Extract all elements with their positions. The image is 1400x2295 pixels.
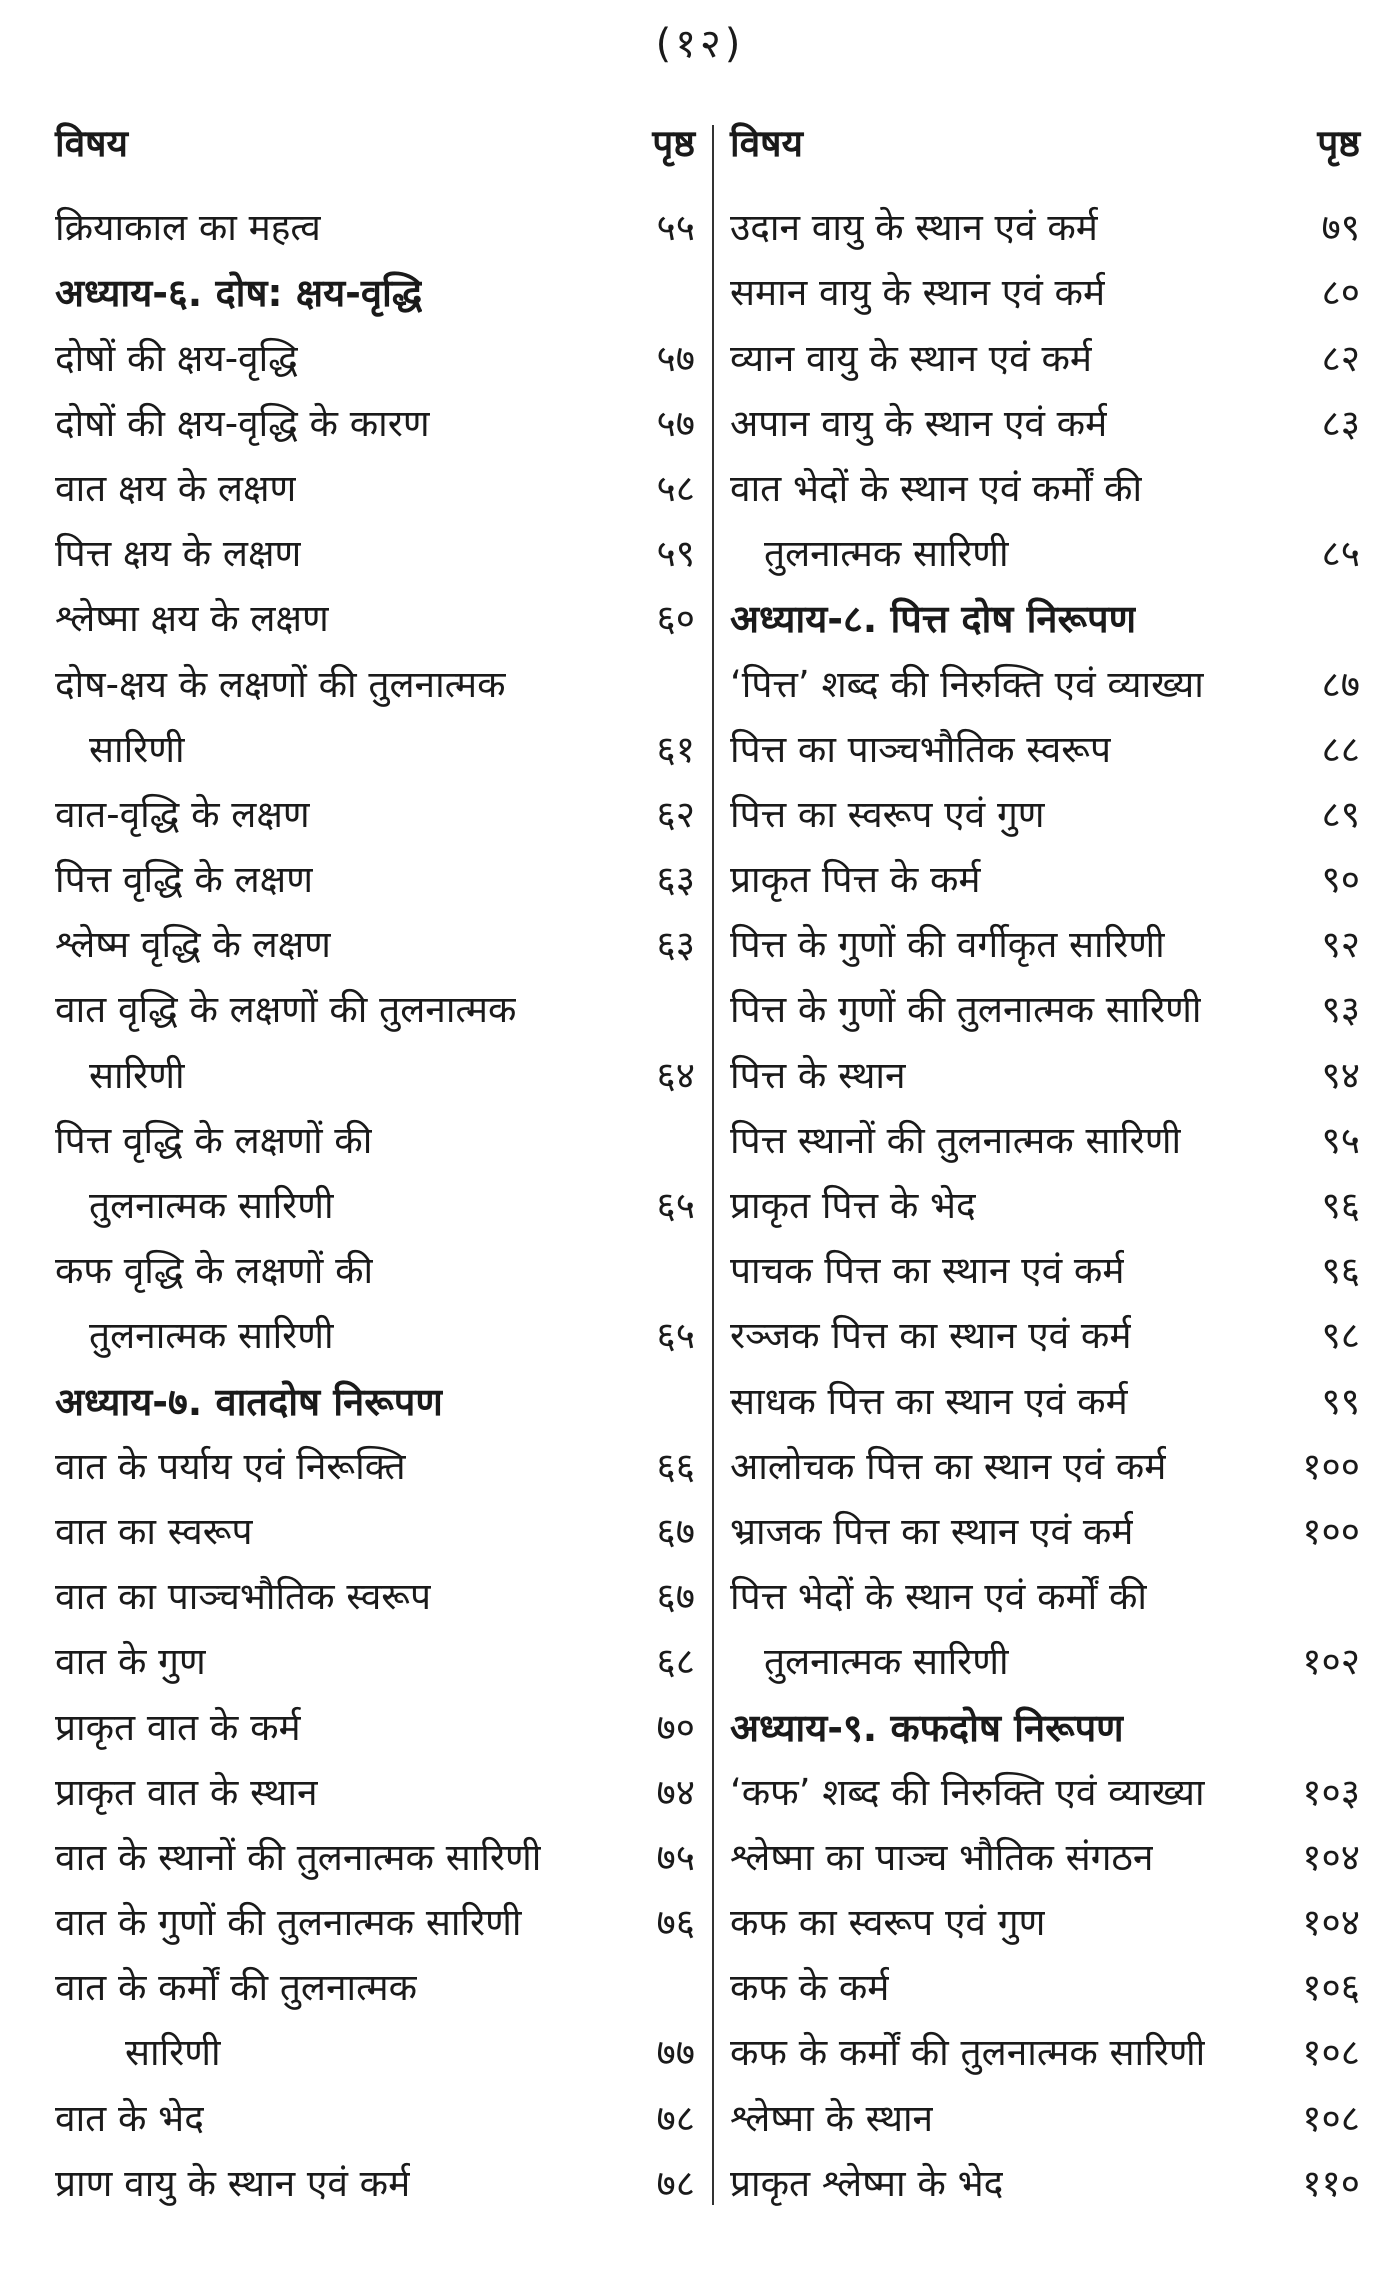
chapter-heading [55, 259, 695, 324]
toc-entry [730, 194, 1360, 259]
entry-page-number: १०६ [1302, 1966, 1360, 2010]
toc-entry [730, 846, 1360, 911]
toc-right-entries [730, 194, 1360, 2215]
entry-title: अध्याय-८. पित्त दोष निरूपण [730, 597, 1137, 642]
toc-entry [55, 1628, 695, 1693]
toc-entry [55, 781, 695, 846]
entry-title: श्लेष्म वृद्धि के लक्षण [55, 923, 331, 967]
toc-entry [730, 1498, 1360, 1563]
entry-title: व्यान वायु के स्थान एवं कर्म [730, 336, 1093, 380]
entry-title: श्लेष्मा क्षय के लक्षण [55, 597, 329, 641]
entry-title: प्राकृत श्लेष्मा के भेद [730, 2161, 1004, 2205]
entry-page-number: १०० [1302, 1509, 1360, 1553]
entry-page-number: ७८ [656, 2096, 695, 2140]
entry-page-number: ८७ [1321, 662, 1360, 706]
toc-right-column [730, 116, 1360, 2215]
entry-page-number: १०८ [1302, 2096, 1360, 2140]
entry-title: प्राकृत पित्त के भेद [730, 1184, 976, 1227]
entry-page-number: ६३ [656, 923, 695, 967]
toc-header-right [730, 116, 1360, 194]
entry-title: उदान वायु के स्थान एवं कर्म [730, 206, 1098, 250]
entry-title: साधक पित्त का स्थान एवं कर्म [730, 1379, 1128, 1423]
entry-page-number: ६१ [656, 727, 695, 771]
entry-page-number: ८८ [1321, 727, 1360, 771]
toc-entry [730, 1107, 1360, 1172]
toc-entry [55, 846, 695, 911]
entry-title: तुलनात्मक सारिणी [89, 1184, 334, 1227]
entry-title: वात वृद्धि के लक्षणों की तुलनात्मक [55, 988, 517, 1032]
entry-page-number: ५५ [656, 206, 695, 250]
entry-title: पित्त के गुणों की तुलनात्मक सारिणी [730, 988, 1202, 1032]
page-number: (१२) [655, 21, 745, 67]
entry-title: कफ का स्वरूप एवं गुण [730, 1901, 1046, 1945]
toc-entry [730, 781, 1360, 846]
toc-left-column [55, 116, 695, 2215]
entry-page-number: ८९ [1321, 792, 1360, 836]
entry-page-number: १०८ [1302, 2031, 1360, 2075]
toc-header-left [55, 116, 695, 194]
entry-title: वात का पाञ्चभौतिक स्वरूप [55, 1575, 432, 1619]
entry-page-number: ९८ [1321, 1314, 1360, 1358]
toc-entry [730, 1367, 1360, 1432]
toc-entry [55, 455, 695, 520]
toc-entry [55, 976, 695, 1041]
entry-page-number: ८० [1321, 271, 1360, 315]
entry-title: तुलनात्मक सारिणी [89, 1314, 334, 1358]
toc-entry [730, 2019, 1360, 2084]
entry-page-number: ६४ [656, 1053, 695, 1097]
entry-page-number: ९२ [1321, 923, 1360, 967]
entry-page-number: ७७ [656, 2031, 695, 2075]
entry-page-number: ९३ [1321, 988, 1360, 1032]
toc-entry [730, 2084, 1360, 2149]
toc-entry [730, 259, 1360, 324]
entry-title: वात के स्थानों की तुलनात्मक सारिणी [55, 1835, 542, 1879]
toc-entry [730, 390, 1360, 455]
entry-page-number: ५९ [656, 532, 695, 576]
entry-title: अध्याय-९. कफदोष निरूपण [730, 1705, 1124, 1750]
entry-title: वात के गुण [55, 1640, 206, 1684]
toc-entry [55, 716, 695, 781]
entry-title: दोषों की क्षय-वृद्धि [55, 336, 298, 380]
entry-page-number: ९४ [1321, 1053, 1360, 1097]
entry-page-number: ५८ [656, 466, 695, 510]
toc-entry [730, 2150, 1360, 2215]
toc-entry [55, 324, 695, 389]
entry-page-number: १०४ [1302, 1835, 1360, 1879]
toc-entry [55, 1172, 695, 1237]
toc-entry [55, 911, 695, 976]
entry-title: सारिणी [125, 2031, 221, 2075]
entry-page-number: १०४ [1302, 1901, 1360, 1945]
toc-entry [55, 1107, 695, 1172]
entry-title: वात-वृद्धि के लक्षण [55, 792, 310, 836]
entry-page-number: ७८ [656, 2161, 695, 2205]
header-subject: विषय [55, 122, 129, 165]
toc-entry [730, 976, 1360, 1041]
entry-title: वात क्षय के लक्षण [55, 466, 297, 510]
entry-title: पाचक पित्त का स्थान एवं कर्म [730, 1249, 1125, 1293]
header-subject: विषय [730, 122, 804, 165]
toc-entry [730, 1172, 1360, 1237]
entry-title: वात का स्वरूप [55, 1509, 253, 1553]
entry-title: पित्त स्थानों की तुलनात्मक सारिणी [730, 1118, 1182, 1162]
entry-title: प्राकृत वात के स्थान [55, 1770, 318, 1814]
entry-title: रञ्जक पित्त का स्थान एवं कर्म [730, 1314, 1132, 1358]
entry-title: श्लेष्मा का पाञ्च भौतिक संगठन [730, 1835, 1154, 1879]
toc-entry [55, 2084, 695, 2149]
entry-page-number: ६५ [656, 1184, 695, 1227]
chapter-heading [730, 1693, 1360, 1758]
entry-title: ‘कफ’ शब्द की निरुक्ति एवं व्याख्या [730, 1770, 1205, 1814]
entry-title: पित्त का पाञ्चभौतिक स्वरूप [730, 727, 1111, 771]
entry-title: प्राण वायु के स्थान एवं कर्म [55, 2161, 411, 2205]
entry-page-number: ९९ [1321, 1379, 1360, 1423]
toc-entry [730, 911, 1360, 976]
toc-entry [55, 585, 695, 650]
toc-entry [730, 1889, 1360, 1954]
toc-entry [55, 1498, 695, 1563]
entry-page-number: ९६ [1321, 1249, 1360, 1293]
toc-entry [55, 1563, 695, 1628]
toc-entry [55, 520, 695, 585]
entry-page-number: ८२ [1321, 336, 1360, 380]
entry-page-number: ९६ [1321, 1184, 1360, 1227]
entry-page-number: १०२ [1302, 1640, 1360, 1684]
entry-title: समान वायु के स्थान एवं कर्म [730, 271, 1106, 315]
toc-entry [55, 1759, 695, 1824]
toc-entry [730, 1954, 1360, 2019]
entry-title: पित्त भेदों के स्थान एवं कर्मों की [730, 1575, 1147, 1619]
entry-title: कफ के कर्म [730, 1966, 890, 2010]
entry-page-number: ९० [1321, 858, 1360, 902]
entry-title: सारिणी [89, 727, 185, 771]
toc-entry [730, 1824, 1360, 1889]
toc-entry [730, 1302, 1360, 1367]
entry-title: सारिणी [89, 1053, 185, 1097]
toc-entry [730, 1041, 1360, 1106]
toc-entry [55, 2019, 695, 2084]
entry-title: पित्त क्षय के लक्षण [55, 532, 302, 576]
entry-page-number: ६३ [656, 858, 695, 902]
entry-title: पित्त वृद्धि के लक्षणों की [55, 1118, 373, 1162]
toc-entry [55, 1954, 695, 2019]
entry-title: श्लेष्मा के स्थान [730, 2096, 934, 2140]
toc-entry [730, 1237, 1360, 1302]
toc-entry [55, 1824, 695, 1889]
toc-entry [730, 1563, 1360, 1628]
toc-entry [55, 650, 695, 715]
entry-title: वात भेदों के स्थान एवं कर्मों की [730, 466, 1143, 510]
entry-page-number: ५७ [656, 336, 695, 380]
toc-entry [55, 1889, 695, 1954]
entry-title: वात के गुणों की तुलनात्मक सारिणी [55, 1901, 522, 1945]
entry-title: दोष-क्षय के लक्षणों की तुलनात्मक [55, 662, 506, 706]
entry-page-number: ११० [1302, 2161, 1360, 2205]
entry-title: प्राकृत पित्त के कर्म [730, 858, 981, 902]
entry-title: पित्त वृद्धि के लक्षण [55, 858, 313, 902]
entry-page-number: ७५ [656, 1835, 695, 1879]
entry-page-number: ६६ [656, 1444, 695, 1488]
entry-title: कफ के कर्मों की तुलनात्मक सारिणी [730, 2031, 1206, 2075]
entry-title: वात के कर्मों की तुलनात्मक [55, 1966, 418, 2010]
entry-page-number: १०३ [1302, 1770, 1360, 1814]
entry-page-number: ७४ [656, 1770, 695, 1814]
entry-title: पित्त के स्थान [730, 1053, 906, 1097]
toc-entry [55, 2150, 695, 2215]
entry-page-number: ७६ [656, 1901, 695, 1945]
entry-page-number: ८५ [1321, 532, 1360, 576]
entry-title: वात के भेद [55, 2096, 204, 2140]
entry-page-number: ६८ [656, 1640, 695, 1684]
toc-entry [730, 520, 1360, 585]
entry-title: दोषों की क्षय-वृद्धि के कारण [55, 401, 430, 445]
toc-entry [55, 1302, 695, 1367]
entry-title: तुलनात्मक सारिणी [764, 532, 1009, 576]
entry-page-number: ७० [656, 1705, 695, 1749]
entry-title: क्रियाकाल का महत्व [55, 206, 321, 250]
toc-entry [730, 1628, 1360, 1693]
toc-entry [730, 716, 1360, 781]
toc-entry [55, 1433, 695, 1498]
toc-entry [55, 194, 695, 259]
toc-entry [730, 650, 1360, 715]
toc-entry [730, 324, 1360, 389]
entry-page-number: ६७ [656, 1575, 695, 1619]
entry-page-number: ६२ [656, 792, 695, 836]
toc-entry [55, 1237, 695, 1302]
entry-title: कफ वृद्धि के लक्षणों की [55, 1249, 374, 1293]
entry-title: आलोचक पित्त का स्थान एवं कर्म [730, 1444, 1167, 1488]
toc-entry [55, 1041, 695, 1106]
entry-title: वात के पर्याय एवं निरूक्ति [55, 1444, 406, 1488]
entry-page-number: ९५ [1321, 1118, 1360, 1162]
header-page: पृष्ठ [1317, 122, 1360, 165]
toc-entry [55, 1693, 695, 1758]
entry-title: पित्त का स्वरूप एवं गुण [730, 792, 1045, 836]
toc-entry [730, 1433, 1360, 1498]
entry-page-number: ५७ [656, 401, 695, 445]
chapter-heading [730, 585, 1360, 650]
entry-page-number: ६० [656, 597, 695, 641]
entry-title: अपान वायु के स्थान एवं कर्म [730, 401, 1108, 445]
entry-title: तुलनात्मक सारिणी [764, 1640, 1009, 1684]
toc-entry [730, 455, 1360, 520]
entry-page-number: ६७ [656, 1509, 695, 1553]
entry-title: अध्याय-७. वातदोष निरूपण [55, 1379, 443, 1424]
chapter-heading [55, 1367, 695, 1432]
entry-title: अध्याय-६. दोष: क्षय-वृद्धि [55, 271, 423, 316]
entry-page-number: ७९ [1321, 206, 1360, 250]
entry-title: ‘पित्त’ शब्द की निरुक्ति एवं व्याख्या [730, 662, 1204, 706]
toc-entry [730, 1759, 1360, 1824]
toc-entry [55, 390, 695, 455]
entry-page-number: १०० [1302, 1444, 1360, 1488]
entry-page-number: ६५ [656, 1314, 695, 1358]
entry-title: प्राकृत वात के कर्म [55, 1705, 301, 1749]
toc-left-entries [55, 194, 695, 2215]
entry-title: पित्त के गुणों की वर्गीकृत सारिणी [730, 923, 1165, 967]
column-divider [712, 125, 714, 2205]
header-page: पृष्ठ [652, 122, 695, 165]
entry-page-number: ८३ [1321, 401, 1360, 445]
entry-title: भ्राजक पित्त का स्थान एवं कर्म [730, 1509, 1134, 1553]
